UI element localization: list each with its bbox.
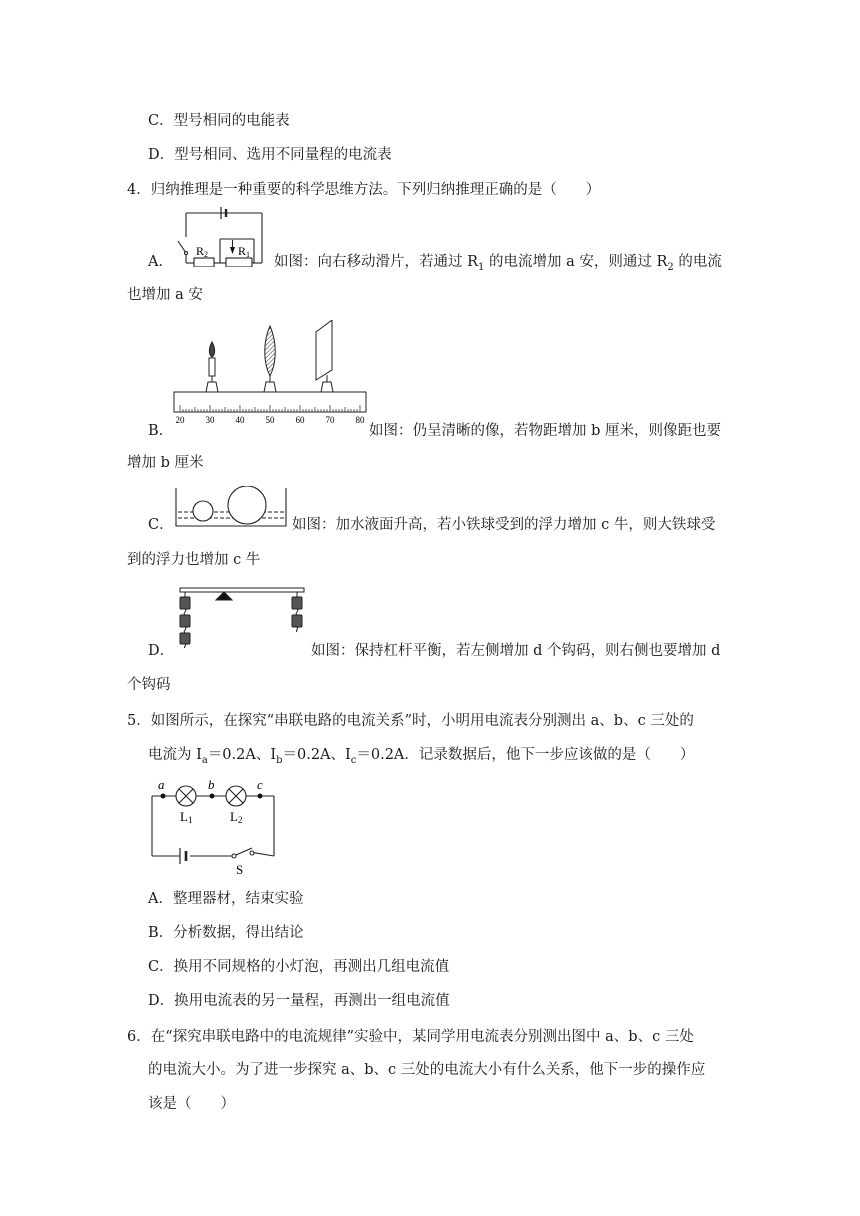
q4-option-b-continued: 增加 b 厘米	[127, 455, 204, 471]
q4-b-optical-bench-figure	[172, 320, 368, 434]
q4-option-c-text: 如图：加水液面升高，若小铁球受到的浮力增加 c 牛，则大铁球受	[292, 517, 716, 533]
q4-option-d-continued: 个钩码	[127, 677, 171, 693]
q5-series-circuit-figure	[146, 776, 280, 876]
q4-option-a-text: 如图：向右移动滑片，若通过 $R_1$ 的电流增加 a 安，则通过 $R_2$ 的电流	[274, 254, 722, 273]
bench-tick-label: 60	[295, 415, 305, 425]
candle	[206, 342, 218, 392]
lamp-l1	[176, 786, 196, 806]
q3-option-d: D．型号相同、选用不同量程的电流表	[148, 147, 392, 163]
switch-s	[232, 848, 254, 858]
point-a-label: a	[158, 777, 165, 792]
lever-bar	[180, 588, 304, 592]
q5-stem-line2: 电流为 $I_a=0.2A$、$I_b=0.2A$、$I_c=0.2A$．记录数据后，他下一步应该做的是（ ）	[148, 747, 695, 766]
q5-option-a: A．整理器材，结束实验	[148, 891, 304, 907]
q6-stem-line3: 该是（ ）	[148, 1096, 235, 1112]
q4-a-circuit-figure	[174, 207, 274, 267]
small-iron-ball	[193, 501, 213, 521]
convex-lens	[264, 326, 276, 392]
point-b-dot	[210, 794, 215, 799]
lamp-l1-label: L1	[180, 809, 193, 825]
screen	[316, 320, 333, 392]
q5-option-c: C．换用不同规格的小灯泡，再测出几组电流值	[148, 959, 450, 975]
q3-option-c: C．型号相同的电能表	[148, 113, 290, 129]
q4-d-lever-figure	[172, 582, 312, 648]
q4-c-water-container-figure	[172, 486, 290, 528]
bench-tick-label: 40	[235, 415, 245, 425]
q6-stem-line2: 的电流大小。为了进一步探究 a、b、c 三处的电流大小有什么关系，他下一步的操作应	[148, 1062, 706, 1078]
right-hook-weights	[292, 597, 302, 632]
large-iron-ball	[228, 486, 266, 524]
q6-stem-line1: 6．在“探究串联电路中的电流规律”实验中，某同学用电流表分别测出图中 a、b、c 三处	[127, 1029, 694, 1045]
q4-option-c-label: C．	[148, 517, 174, 533]
r1-label: R1	[238, 244, 251, 259]
q4-option-c-continued: 到的浮力也增加 c 牛	[127, 552, 261, 568]
q5-option-d: D．换用电流表的另一量程，再测出一组电流值	[148, 993, 450, 1009]
q5-stem-line1: 5．如图所示，在探究“串联电路的电流关系”时，小明用电流表分别测出 a、b、c 三处的	[127, 713, 694, 729]
q4-option-b-text: 如图：仍呈清晰的像，若物距增加 b 厘米，则像距也要	[369, 423, 721, 439]
lamp-l2-label: L2	[230, 809, 243, 825]
point-c-dot	[258, 794, 263, 799]
q4-option-d-label: D．	[148, 643, 175, 659]
bench-tick-label: 20	[175, 415, 185, 425]
bench-tick-label: 70	[325, 415, 335, 425]
r2-label: R2	[196, 244, 209, 259]
point-a-dot	[161, 794, 166, 799]
q4-option-a-continued: 也增加 a 安	[127, 287, 203, 303]
left-hook-weights	[180, 597, 190, 648]
battery-symbol	[180, 848, 186, 864]
point-c-label: c	[257, 777, 263, 792]
switch-label: S	[236, 862, 244, 876]
bench-tick-label: 80	[355, 415, 365, 425]
q4-option-a-label: A．	[148, 254, 173, 270]
q4-stem: 4．归纳推理是一种重要的科学思维方法。下列归纳推理正确的是（ ）	[127, 182, 601, 198]
q5-option-b: B．分析数据，得出结论	[148, 925, 304, 941]
point-b-label: b	[208, 777, 215, 792]
q4-option-d-text: 如图：保持杠杆平衡，若左侧增加 d 个钩码，则右侧也要增加 d	[311, 643, 721, 659]
q4-option-b-label: B．	[148, 423, 174, 439]
bench-tick-label: 50	[265, 415, 275, 425]
fulcrum	[216, 592, 232, 600]
lamp-l2	[226, 786, 246, 806]
switch-symbol	[178, 241, 188, 255]
bench-tick-label: 30	[205, 415, 215, 425]
